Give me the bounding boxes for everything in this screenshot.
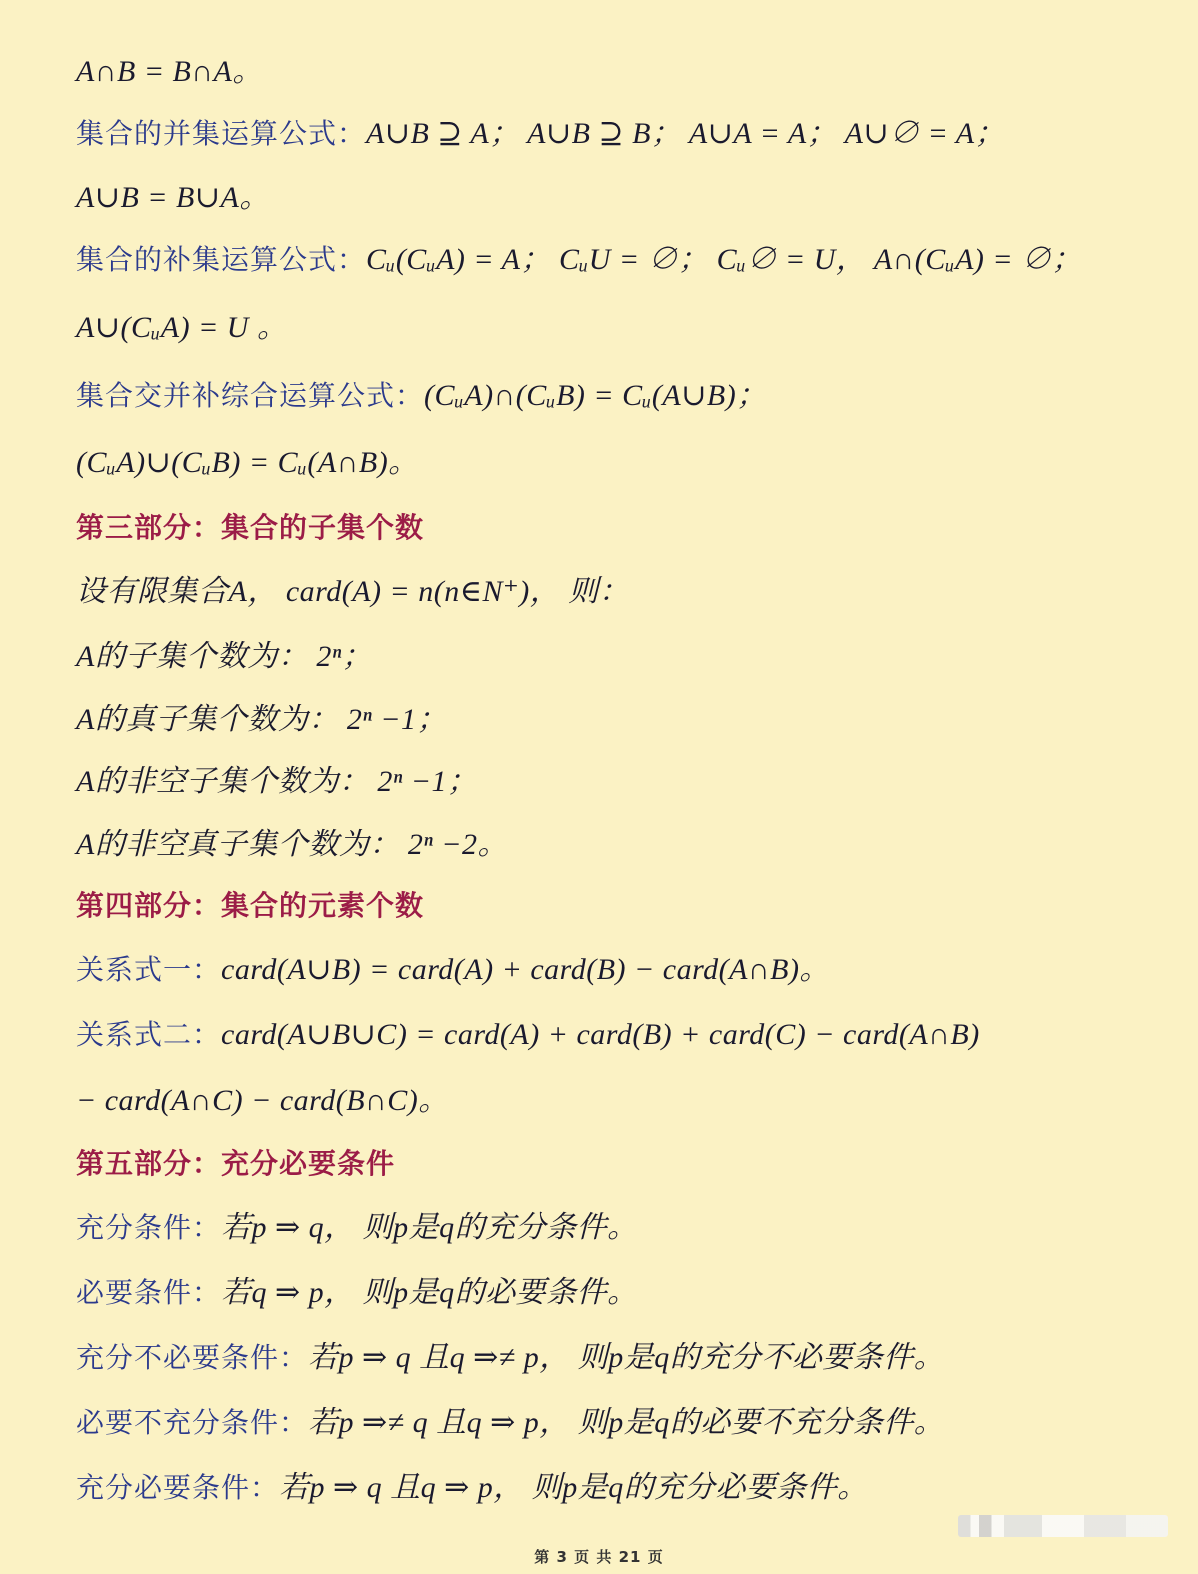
formula-line [76, 950, 1158, 990]
page-footer: 第 3 页 共 21 页 [534, 1548, 664, 1566]
formula-line [76, 637, 1158, 677]
line-label: 集合交并补综合运算公式： [76, 379, 425, 412]
line-formula: A的非空子集个数为： 2ⁿ −1； [76, 765, 478, 798]
formula-line [76, 443, 1158, 483]
line-label: 关系式一： [76, 953, 222, 986]
line-formula: 若p ⇒ q 且q ⇒≠ p， 则p是q的充分不必要条件。 [308, 1341, 945, 1374]
line-label: 必要条件： [76, 1276, 222, 1309]
line-label: 关系式二： [76, 1018, 222, 1051]
line-label: 必要不充分条件： [76, 1406, 309, 1439]
formula-line [76, 1403, 1158, 1443]
line-formula: card(A∪B∪C) = card(A) + card(B) + card(C) − card(A∩B) [221, 1018, 980, 1051]
section-heading: 第五部分：充分必要条件 [76, 1147, 396, 1180]
line-formula: − card(A∩C) − card(B∩C)。 [76, 1084, 449, 1117]
formula-line [76, 52, 1158, 92]
line-formula: A的真子集个数为： 2ⁿ −1； [76, 703, 448, 736]
line-formula: Cᵤ(CᵤA) = A； CᵤU = ∅； Cᵤ∅ = U， A∩(CᵤA) = ∅； [366, 243, 1083, 276]
formula-line [76, 1468, 1158, 1508]
formula-line [76, 1273, 1158, 1313]
section-heading: 第三部分：集合的子集个数 [76, 511, 425, 544]
formula-line [76, 825, 1158, 865]
line-formula: 若q ⇒ p， 则p是q的必要条件。 [221, 1276, 638, 1309]
line-label: 充分条件： [76, 1211, 222, 1244]
line-formula: A的非空真子集个数为： 2ⁿ −2。 [76, 828, 509, 861]
line-formula: 若p ⇒ q， 则p是q的充分条件。 [221, 1211, 638, 1244]
line-label: 充分必要条件： [76, 1471, 280, 1504]
line-formula: 设有限集合A， card(A) = n(n∈N⁺)， 则： [76, 575, 630, 608]
formula-line [76, 1208, 1158, 1248]
formula-line [76, 308, 1158, 348]
formula-line [76, 572, 1158, 612]
formula-line [76, 1015, 1158, 1055]
formula-line [76, 178, 1158, 218]
formula-line [76, 114, 1158, 154]
line-formula: (CᵤA)∩(CᵤB) = Cᵤ(A∪B)； [424, 379, 767, 412]
line-formula: card(A∪B) = card(A) + card(B) − card(A∩B)。 [221, 953, 830, 986]
formula-line [76, 1338, 1158, 1378]
line-formula: A∪B ⊇ A； A∪B ⊇ B； A∪A = A； A∪∅ = A； [366, 117, 1006, 150]
line-formula: A∪B = B∪A。 [76, 181, 270, 214]
formula-line [76, 376, 1158, 416]
formula-line [76, 762, 1158, 802]
line-label: 集合的并集运算公式： [76, 117, 367, 150]
horizontal-scrollbar[interactable] [958, 1515, 1168, 1537]
line-formula: 若p ⇒ q 且q ⇒ p， 则p是q的充分必要条件。 [279, 1471, 868, 1504]
formula-line [76, 700, 1158, 740]
section-heading: 第四部分：集合的元素个数 [76, 889, 425, 922]
line-formula: A∩B = B∩A。 [76, 55, 263, 88]
line-label: 充分不必要条件： [76, 1341, 309, 1374]
formula-line [76, 1081, 1158, 1121]
line-formula: (CᵤA)∪(CᵤB) = Cᵤ(A∩B)。 [76, 446, 419, 479]
line-formula: A的子集个数为： 2ⁿ； [76, 640, 373, 673]
line-label: 集合的补集运算公式： [76, 243, 367, 276]
line-formula: A∪(CᵤA) = U 。 [76, 311, 288, 344]
line-formula: 若p ⇒≠ q 且q ⇒ p， 则p是q的必要不充分条件。 [308, 1406, 945, 1439]
formula-line [76, 240, 1158, 280]
